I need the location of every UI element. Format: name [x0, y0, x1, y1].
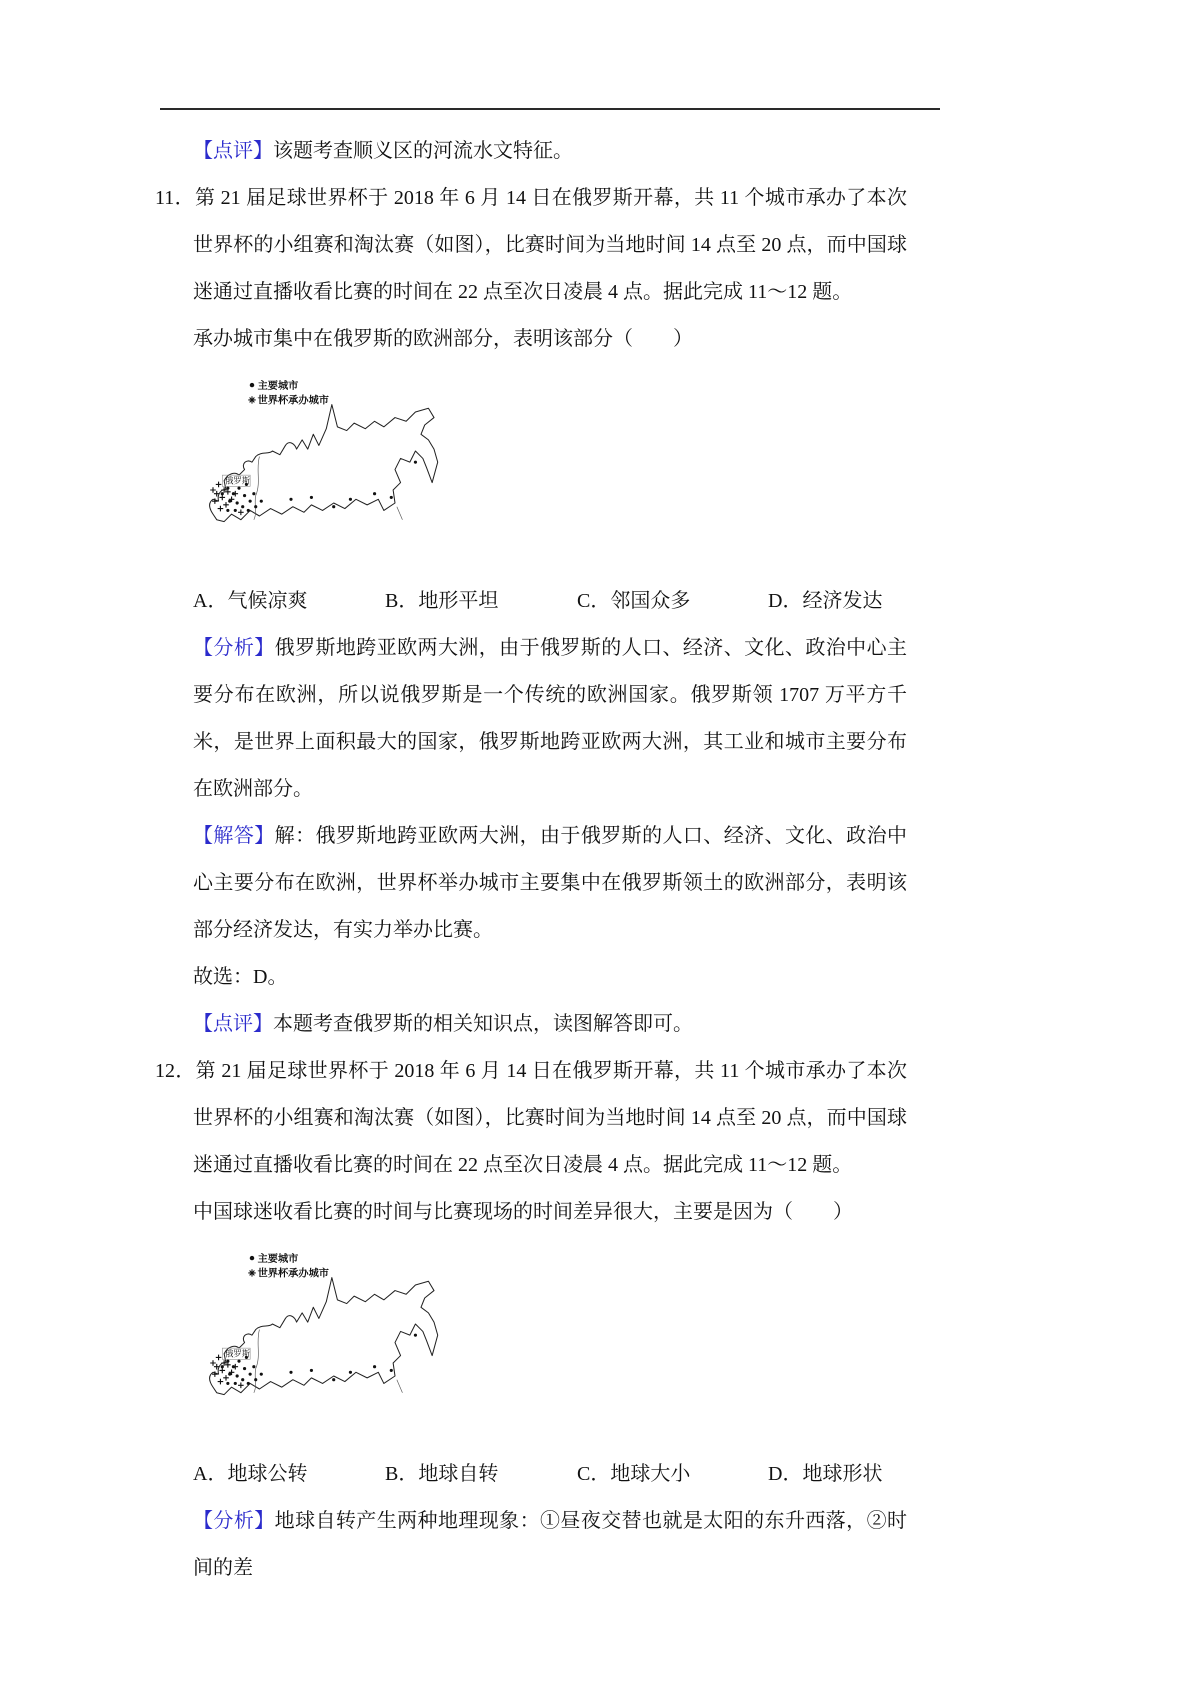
question-12-stem-text: 第 21 届足球世界杯于 2018 年 6 月 14 日在俄罗斯开幕，共 11 个城市承办了本次世界杯的小组赛和淘汰赛（如图），比赛时间为当地时间 14 点至 20 点，而中国球迷通过直播收看比赛的时间在 22 点至次日凌晨 4 点。据此完成 11～12 题。: [193, 1060, 907, 1176]
map-legend: [248, 379, 330, 407]
analysis-label: 【分析】: [193, 1510, 275, 1532]
question-11-comment-paragraph: [155, 1001, 907, 1048]
option-b: B．地形平坦: [385, 590, 499, 612]
option-d: D．经济发达: [768, 590, 883, 612]
ural-line: [254, 1330, 260, 1393]
question-12-options-row: [193, 1451, 907, 1498]
answer-label: 【解答】: [193, 825, 275, 847]
header-rule: [160, 108, 940, 110]
sakhalin-line: [397, 507, 403, 520]
comment-label: 【点评】: [193, 140, 273, 162]
analysis-text: 俄罗斯地跨亚欧两大洲，由于俄罗斯的人口、经济、文化、政治中心主要分布在欧洲，所以说俄罗斯是一个传统的欧洲国家。俄罗斯领 1707 万平方千米，是世界上面积最大的国家，俄罗斯地跨亚欧两大洲，其工业和城市主要分布在欧洲部分。: [193, 637, 908, 800]
question-12: [155, 1048, 907, 1592]
country-label-text: 俄罗斯: [225, 1349, 251, 1359]
question-11: [155, 175, 907, 1048]
legend-host-label: 世界杯承办城市: [257, 1268, 329, 1280]
comment-text: 本题考查俄罗斯的相关知识点，读图解答即可。: [273, 1013, 693, 1035]
option-a: A．气候凉爽: [193, 590, 308, 612]
legend-host-label: 世界杯承办城市: [257, 395, 329, 407]
russia-outline: [209, 405, 437, 522]
question-11-number: 11．: [155, 187, 195, 209]
legend-major-label: 主要城市: [257, 380, 299, 392]
question-12-number: 12．: [155, 1060, 196, 1082]
question-11-answer-paragraph: [155, 813, 907, 954]
russia-map-figure-2: [200, 1246, 907, 1441]
host-city-icon: [248, 1269, 255, 1276]
russia-map: [200, 373, 460, 568]
option-c: C．地球大小: [577, 1463, 691, 1485]
comment-label: 【点评】: [193, 1013, 273, 1035]
option-d: D．地球形状: [768, 1463, 883, 1485]
question-11-options-row: [193, 578, 907, 625]
prev-comment-text: 该题考查顺义区的河流水文特征。: [273, 140, 573, 162]
question-11-analysis-paragraph: [155, 625, 907, 813]
question-11-choice-line: 故选：D。: [193, 966, 288, 988]
analysis-label: 【分析】: [193, 637, 275, 659]
option-a: A．地球公转: [193, 1463, 308, 1485]
question-12-subquestion: 中国球迷收看比赛的时间与比赛现场的时间差异很大，主要是因为（ ）: [193, 1201, 853, 1223]
russia-outline: [209, 1278, 437, 1395]
option-c: C．邻国众多: [577, 590, 691, 612]
question-11-stem: [155, 175, 907, 316]
major-city-icon: [250, 1256, 254, 1260]
question-12-stem: [155, 1048, 907, 1189]
analysis-text: 地球自转产生两种地理现象：①昼夜交替也就是太阳的东升西落，②时间的差: [193, 1510, 908, 1579]
page-content: [155, 128, 907, 1592]
ural-line: [254, 457, 260, 520]
sakhalin-line: [397, 1380, 403, 1393]
country-label-text: 俄罗斯: [225, 476, 251, 486]
host-city-icon: [248, 396, 255, 403]
option-b: B．地球自转: [385, 1463, 499, 1485]
question-12-analysis-paragraph: [155, 1498, 907, 1592]
russia-map-figure-1: [200, 373, 907, 568]
russia-map: [200, 1246, 460, 1441]
country-label: [222, 475, 250, 486]
major-city-icon: [250, 383, 254, 387]
question-11-subquestion: 承办城市集中在俄罗斯的欧洲部分，表明该部分（ ）: [193, 328, 693, 350]
legend-major-label: 主要城市: [257, 1253, 299, 1265]
question-11-stem-text: 第 21 届足球世界杯于 2018 年 6 月 14 日在俄罗斯开幕，共 11 个城市承办了本次世界杯的小组赛和淘汰赛（如图），比赛时间为当地时间 14 点至 20 点，而中国球迷通过直播收看比赛的时间在 22 点至次日凌晨 4 点。据此完成 11～12 题。: [193, 187, 907, 303]
country-label: [222, 1348, 250, 1359]
answer-text: 解：俄罗斯地跨亚欧两大洲，由于俄罗斯的人口、经济、文化、政治中心主要分布在欧洲，世界杯举办城市主要集中在俄罗斯领土的欧洲部分，表明该部分经济发达，有实力举办比赛。: [193, 825, 908, 941]
prev-comment-paragraph: [155, 128, 907, 175]
map-legend: [248, 1252, 330, 1280]
